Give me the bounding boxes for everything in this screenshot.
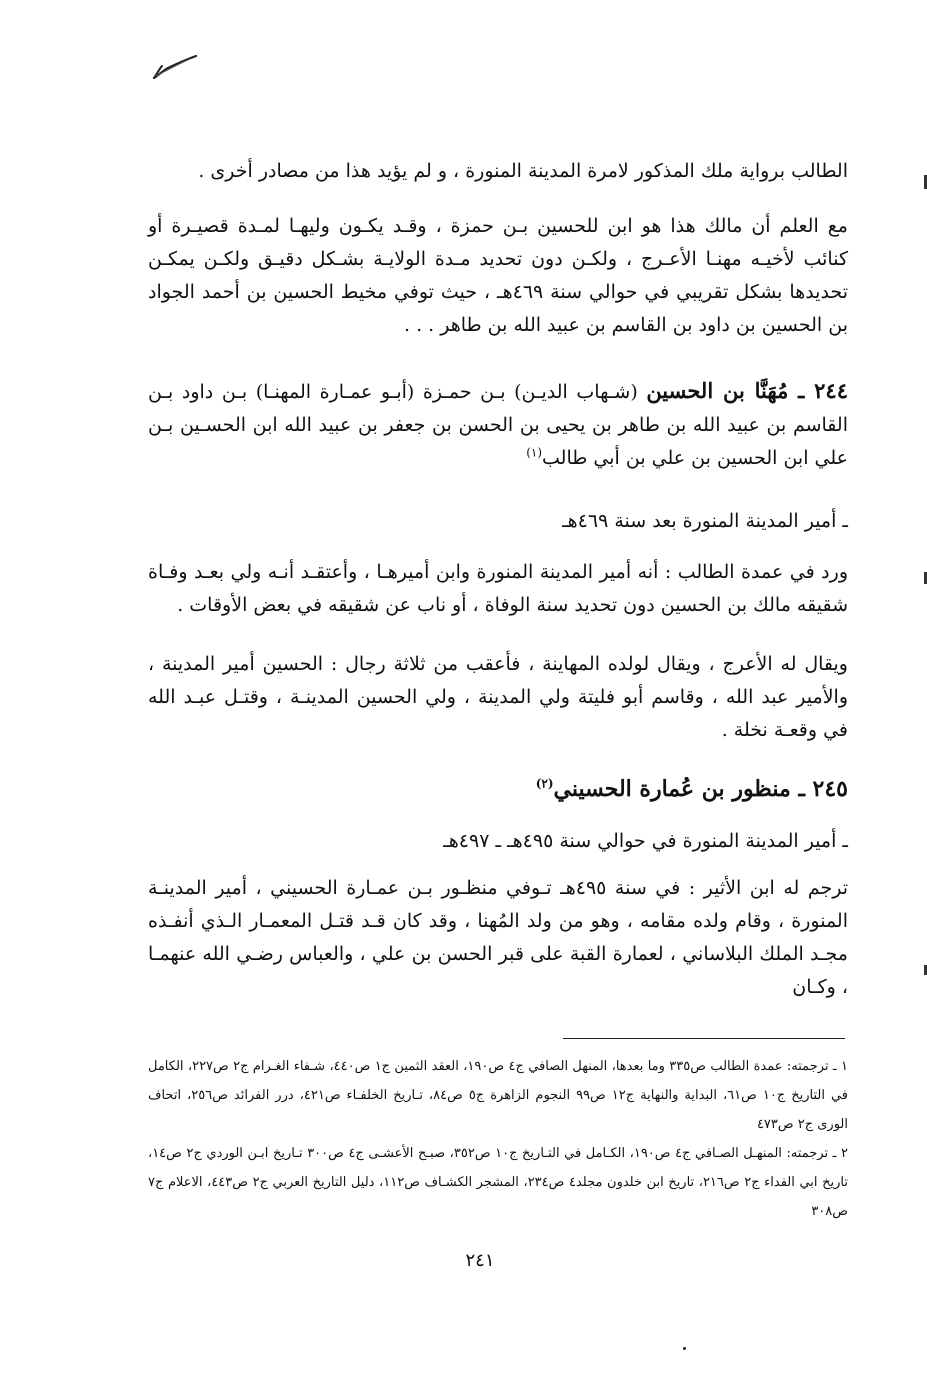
footnotes bbox=[148, 1052, 848, 1226]
entry-245-footnote-ref: (٢) bbox=[535, 776, 554, 791]
entry-244-dash: ـ bbox=[788, 378, 815, 403]
umda-text: ورد في عمدة الطالب : أنه أمير المدينة المنورة وابن أميرهـا ، وأعتقـد أنـه ولي بعـد وفـاة شقيقه مالك بن الحسين دون تحديد سنة الوفاة ، أو ناب عن شقيقه في بعض الأوقات . bbox=[148, 561, 848, 616]
umda-paragraph bbox=[148, 556, 848, 622]
aaraj-text: ويقال له الأعرج ، ويقال لولده المهاينة ، فأعقب من ثلاثة رجال : الحسين أمير المدينة ، والأمير عبد الله ، وقاسم أبو فليتة ولي المدينة ، ولي الحسين المدينـة ، وقتـل عبـد الله في وقعـة نخلة . bbox=[148, 653, 848, 741]
entry-244-paragraph bbox=[148, 374, 848, 475]
page-number: ٢٤١ bbox=[465, 1250, 495, 1271]
aaraj-paragraph bbox=[148, 648, 848, 747]
entry-245-heading bbox=[148, 773, 848, 806]
continuation-paragraph bbox=[148, 155, 848, 188]
entry-244-subtitle bbox=[148, 505, 848, 538]
footnote-2: ٢ ـ ترجمته: المنهـل الصـافي ج٤ ص١٩٠، الكـامل في التـاريخ ج١٠ ص٣٥٢، صبـح الأعشـى ج٤ ص٣٠٠ تـاريخ ابـن الوردي ج٢ ص١٤، تاريخ ابي الفداء ج٢ ص٢١٦، تاريخ ابن خلدون مجلد٤ ص٢٣٤، المشجر الكشـاف ص١١٢، دليل التاريخ العربي ج٢ ص٤٤٣، الاعلام ج٧ ص٣٠٨ bbox=[148, 1146, 848, 1219]
entry-245-heading-text: ٢٤٥ ـ منظور بن عُمارة الحسيني bbox=[553, 776, 848, 802]
athir-text: ترجم له ابن الأثير : في سنة ٤٩٥هـ تـوفي منظـور بـن عمـارة الحسيني ، أمير المدينـة المنورة ، وقام ولده مقامه ، وهو من ولد المُهنا ، وقد كان قـد قتـل المعمـار الـذي أنفـذه مجـد الملك البلاساني ، لعمارة القبة على قبر الحسن بن علي ، والعباس رضـي الله عنهمـا ، وكـان bbox=[148, 877, 848, 998]
entry-245-subtitle bbox=[148, 825, 848, 858]
entry-244-name: مُهَنَّا بن الحسين bbox=[646, 378, 789, 403]
note-paragraph bbox=[148, 210, 848, 342]
entry-244-subtitle-text: ـ أمير المدينة المنورة بعد سنة ٤٦٩هـ bbox=[562, 510, 848, 532]
footnote-divider bbox=[563, 1038, 845, 1039]
entry-245-subtitle-text: ـ أمير المدينة المنورة في حوالي سنة ٤٩٥هـ ـ ٤٩٧هـ bbox=[443, 830, 848, 852]
athir-paragraph bbox=[148, 872, 848, 1004]
entry-244-footnote-ref: (١) bbox=[526, 445, 543, 460]
scan-dot bbox=[683, 1347, 686, 1350]
entry-244 bbox=[148, 374, 848, 475]
note-text: مع العلم أن مالك هذا هو ابن للحسين بـن حمزة ، وقـد يكـون وليهـا لمـدة قصيـرة أو كنائب لأخيـه مهنـا الأعـرج ، ولكـن دون تحديد مـدة الولايـة بشـكل دقيـق ولكـن يمكـن تحديدها بشكل تقريبي في حوالي سنة ٤٦٩هـ ، حيث توفي مخيط الحسين بن أحمد الجواد بن الحسين بن داود بن القاسم بن عبيد الله بن طاهر . . . bbox=[148, 215, 848, 336]
continuation-text: الطالب برواية ملك المذكور لامرة المدينة المنورة ، و لم يؤيد هذا من مصادر أخرى . bbox=[198, 160, 848, 182]
entry-244-lineage: (شـهاب الديـن) بـن حمـزة (أبـو عمـارة المهنـا) بـن داود بـن القاسم بن عبيد الله بن طاهر بن يحيى بن الحسن بن جعفر بن عبيد الله ابن الحسـين بـن علي ابن الحسين بن علي بن أبي طالب bbox=[148, 381, 848, 469]
footnote-1: ١ ـ ترجمته: عمدة الطالب ص٣٣٥ وما بعدها، المنهل الصافي ج٤ ص١٩٠، العقد الثمين ج١ ص٤٤٠، شـفاء الغـرام ج٢ ص٢٢٧، الكامل في التاريخ ج١٠ ص٦١، البداية والنهاية ج١٢ ص٩٩ النجوم الزاهرة ج٥ ص٨٤، تـاريخ الخلفـاء ص٤٢١، درر الفرائد ص٢٥٦، اتحاف الورى ج٢ ص٤٧٣ bbox=[148, 1059, 849, 1132]
entry-245 bbox=[148, 773, 848, 806]
entry-244-number: ٢٤٤ bbox=[814, 378, 848, 403]
pen-stroke-mark bbox=[150, 52, 200, 82]
